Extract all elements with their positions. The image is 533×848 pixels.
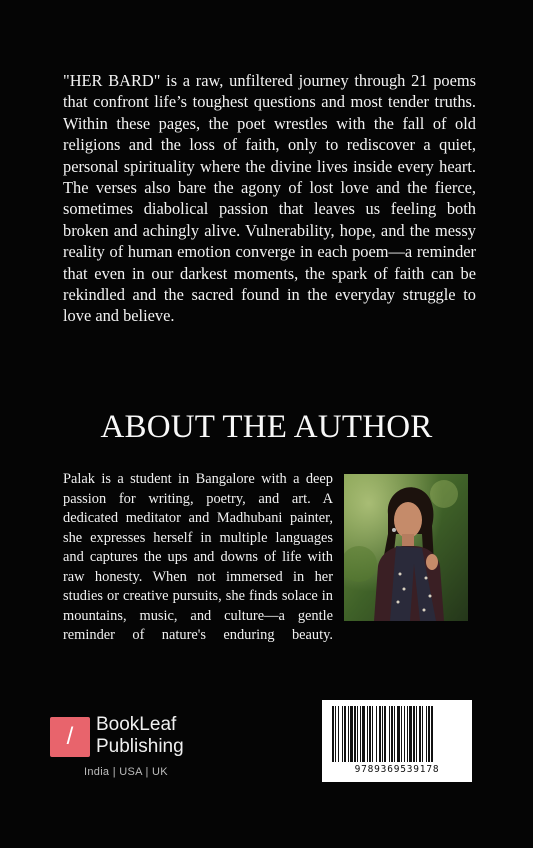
barcode-bar [422,706,423,762]
isbn-barcode [322,700,472,782]
publisher-name [96,714,184,758]
barcode-bar [394,706,395,762]
barcode-bars [332,706,462,762]
barcode-bar [379,706,381,762]
publisher-logo [50,717,90,757]
barcode-bar [376,706,377,762]
barcode-bar [335,706,336,762]
barcode-bar [431,706,433,762]
barcode-bar [389,706,390,762]
barcode-bar [360,706,361,762]
barcode-bar [338,706,339,762]
barcode-bar [367,706,368,762]
barcode-bar [426,706,427,762]
barcode-bar [416,706,417,762]
barcode-bar [344,706,346,762]
barcode-bar [350,706,353,762]
barcode-bar [409,706,412,762]
barcode-bar [348,706,349,762]
barcode-bar [357,706,358,762]
barcode-bar [342,706,343,762]
barcode-bar [404,706,405,762]
barcode-bar [401,706,402,762]
author-photo [344,474,468,621]
barcode-bar [332,706,334,762]
barcode-bar [362,706,365,762]
publisher-regions: India | USA | UK [84,766,168,778]
publisher-name-line2: Publishing [96,736,184,757]
barcode-bar [419,706,421,762]
barcode-bar [407,706,408,762]
barcode-bar [369,706,371,762]
barcode-bar [384,706,386,762]
about-author-heading: ABOUT THE AUTHOR [100,409,433,445]
barcode-bar [382,706,383,762]
publisher-logo-glyph: / [66,723,74,750]
barcode-bar [397,706,400,762]
barcode-bar [391,706,393,762]
barcode-bar [372,706,373,762]
book-blurb: "HER BARD" is a raw, unfiltered journey through 21 poems that confront life’s toughest questions and most tender truths. Within these pages, the poet wrestles with the fall of old religions and the loss of faith, only to rediscover a quiet, personal spirituality where the divine lives inside every heart. The verses also bare the agony of lost love and the fierce, sometimes diabolical passion that leaves us feeling both broken and achingly alive. Vulnerability, hope, and the messy reality of human emotion converge in each poem—a reminder that even in our darkest moments, the spark of faith can be rekindled and the sacred found in the everyday struggle to love and believe. [63,71,476,326]
publisher-name-line1: BookLeaf [96,714,177,735]
barcode-bar [413,706,415,762]
author-photo-image [344,474,468,621]
isbn-number: 9789369539178 [354,764,440,775]
barcode-bar [428,706,430,762]
barcode-bar [354,706,356,762]
author-bio: Palak is a student in Bangalore with a deep passion for writing, poetry, and art. A dedicated meditator and Madhubani painter, she expresses herself in multiple languages and captures the ups and downs of life with raw honesty. When not immersed in her studies or creative pursuits, she finds solace in mountains, music, and culture—a gentle reminder of nature's enduring beauty. [63,471,333,643]
